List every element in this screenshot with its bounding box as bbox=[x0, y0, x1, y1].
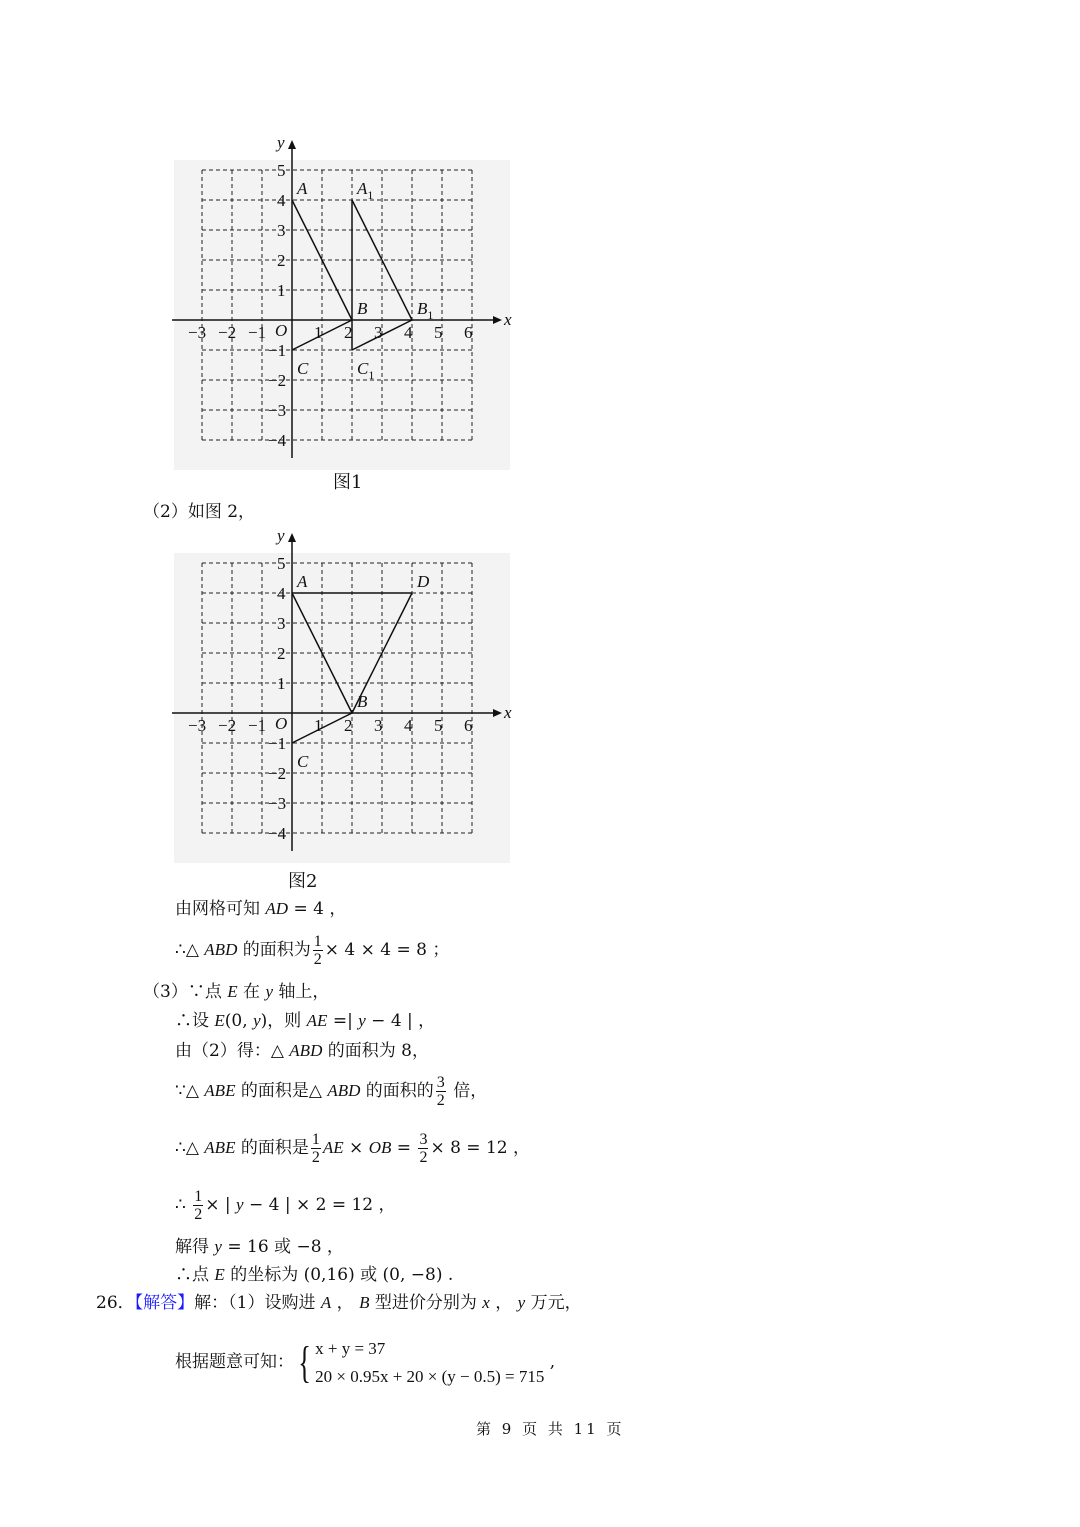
x-tick-label: 3 bbox=[374, 716, 383, 735]
figure-1-caption: 图1 bbox=[333, 472, 363, 493]
x-tick-label: 5 bbox=[434, 323, 443, 342]
y-tick-label: 3 bbox=[277, 614, 286, 633]
line-ad: 由网格可知 AD = 4 ， bbox=[175, 899, 347, 919]
x-axis-label: x bbox=[504, 703, 512, 722]
figure-2-caption: 图2 bbox=[288, 871, 318, 892]
point-label-C: C bbox=[297, 359, 309, 378]
point-label-D: D bbox=[417, 572, 430, 591]
figure-1-grid bbox=[160, 130, 520, 470]
y-tick-label: 2 bbox=[277, 251, 286, 270]
y-tick-label: 5 bbox=[277, 554, 286, 573]
page-footer: 第 9 页 共 11 页 bbox=[476, 1420, 625, 1438]
line-solve: 解得 y = 16 或 −8 ， bbox=[175, 1237, 344, 1257]
x-tick-label: −3 bbox=[188, 716, 207, 735]
x-tick-label: 4 bbox=[404, 716, 413, 735]
y-tick-label: 4 bbox=[277, 584, 286, 603]
line-from-2: 由（2）得：△ ABD 的面积为 8， bbox=[175, 1041, 429, 1061]
figure-2-grid bbox=[160, 523, 520, 863]
equation-system: x + y = 37 20 × 0.95x + 20 × (y − 0.5) = 715 bbox=[315, 1338, 545, 1386]
question-26: 26．【解答】解：（1）设购进 A ， B 型进价分别为 x ， y 万元， bbox=[96, 1293, 582, 1313]
answer-tag: 【解答】 bbox=[134, 1293, 195, 1313]
x-tick-label: 4 bbox=[404, 323, 413, 342]
x-tick-label: 2 bbox=[344, 716, 353, 735]
origin-label: O bbox=[275, 714, 288, 733]
x-tick-label: 2 bbox=[344, 323, 353, 342]
fraction: $\frac{1}{2}$ bbox=[313, 933, 322, 968]
y-tick-label: −2 bbox=[268, 764, 287, 783]
x-axis-label: x bbox=[504, 310, 512, 329]
x-tick-label: 5 bbox=[434, 716, 443, 735]
y-tick-label: 1 bbox=[277, 281, 286, 300]
line-e-coords: ∴点 E 的坐标为 (0,16) 或 (0, −8) . bbox=[175, 1265, 454, 1285]
y-tick-label: 1 bbox=[277, 674, 286, 693]
y-tick-label: −3 bbox=[268, 401, 287, 420]
y-arrow-icon bbox=[288, 140, 296, 149]
part-2-heading: （2）如图 2， bbox=[143, 502, 256, 522]
x-tick-label: 3 bbox=[374, 323, 383, 342]
origin-label: O bbox=[275, 321, 288, 340]
point-label-A: A bbox=[297, 572, 308, 591]
y-tick-label: −2 bbox=[268, 371, 287, 390]
y-tick-label: 5 bbox=[277, 161, 286, 180]
y-tick-label: −1 bbox=[268, 341, 287, 360]
x-tick-label: 6 bbox=[464, 716, 473, 735]
x-tick-label: −2 bbox=[218, 716, 237, 735]
point-label-B: B bbox=[357, 692, 368, 711]
x-tick-label: 6 bbox=[464, 323, 473, 342]
point-label-B1: $B_1$ bbox=[417, 299, 434, 322]
y-tick-label: −4 bbox=[268, 431, 287, 450]
y-tick-label: −1 bbox=[268, 734, 287, 753]
grid-background bbox=[174, 553, 510, 863]
line-system: 根据题意可知：{ x + y = 37 20 × 0.95x + 20 × (y − 0.5) = 715 , bbox=[175, 1332, 555, 1392]
line-equation: ∴ $\frac{1}{2}$ × | y − 4 | × 2 = 12 ， bbox=[175, 1188, 396, 1223]
part-3-heading: （3）∵点 E 在 y 轴上， bbox=[143, 982, 330, 1002]
x-tick-label: −2 bbox=[218, 323, 237, 342]
y-axis-label: y bbox=[277, 526, 285, 545]
y-tick-label: −3 bbox=[268, 794, 287, 813]
point-label-B: B bbox=[357, 299, 368, 318]
x-tick-label: 1 bbox=[314, 716, 323, 735]
point-label-C1: $C_1$ bbox=[357, 359, 375, 382]
y-tick-label: 3 bbox=[277, 221, 286, 240]
point-label-C: C bbox=[297, 752, 309, 771]
line-abd-area: ∴△ ABD 的面积为 $\frac{1}{2}$ × 4 × 4 = 8 ； bbox=[175, 933, 450, 968]
grid-background bbox=[174, 160, 510, 470]
x-tick-label: 1 bbox=[314, 323, 323, 342]
x-tick-label: −1 bbox=[248, 716, 267, 735]
line-set-e: ∴设 E(0, y)，则 AE =| y − 4 | ， bbox=[175, 1011, 436, 1031]
x-tick-label: −3 bbox=[188, 323, 207, 342]
y-tick-label: 4 bbox=[277, 191, 286, 210]
y-tick-label: 2 bbox=[277, 644, 286, 663]
y-axis-label: y bbox=[277, 133, 285, 152]
y-tick-label: −4 bbox=[268, 824, 287, 843]
point-label-A1: $A_1$ bbox=[357, 179, 374, 202]
point-label-A: A bbox=[297, 179, 308, 198]
x-tick-label: −1 bbox=[248, 323, 267, 342]
line-ratio: ∵△ ABE 的面积是△ ABD 的面积的 $\frac{3}{2}$ 倍， bbox=[175, 1074, 488, 1109]
y-arrow-icon bbox=[288, 533, 296, 542]
line-abe-area: ∴△ ABE 的面积是 $\frac{1}{2}$ AE × OB = $\frac{3}{2}$ × 8 = 12 ， bbox=[175, 1131, 530, 1166]
